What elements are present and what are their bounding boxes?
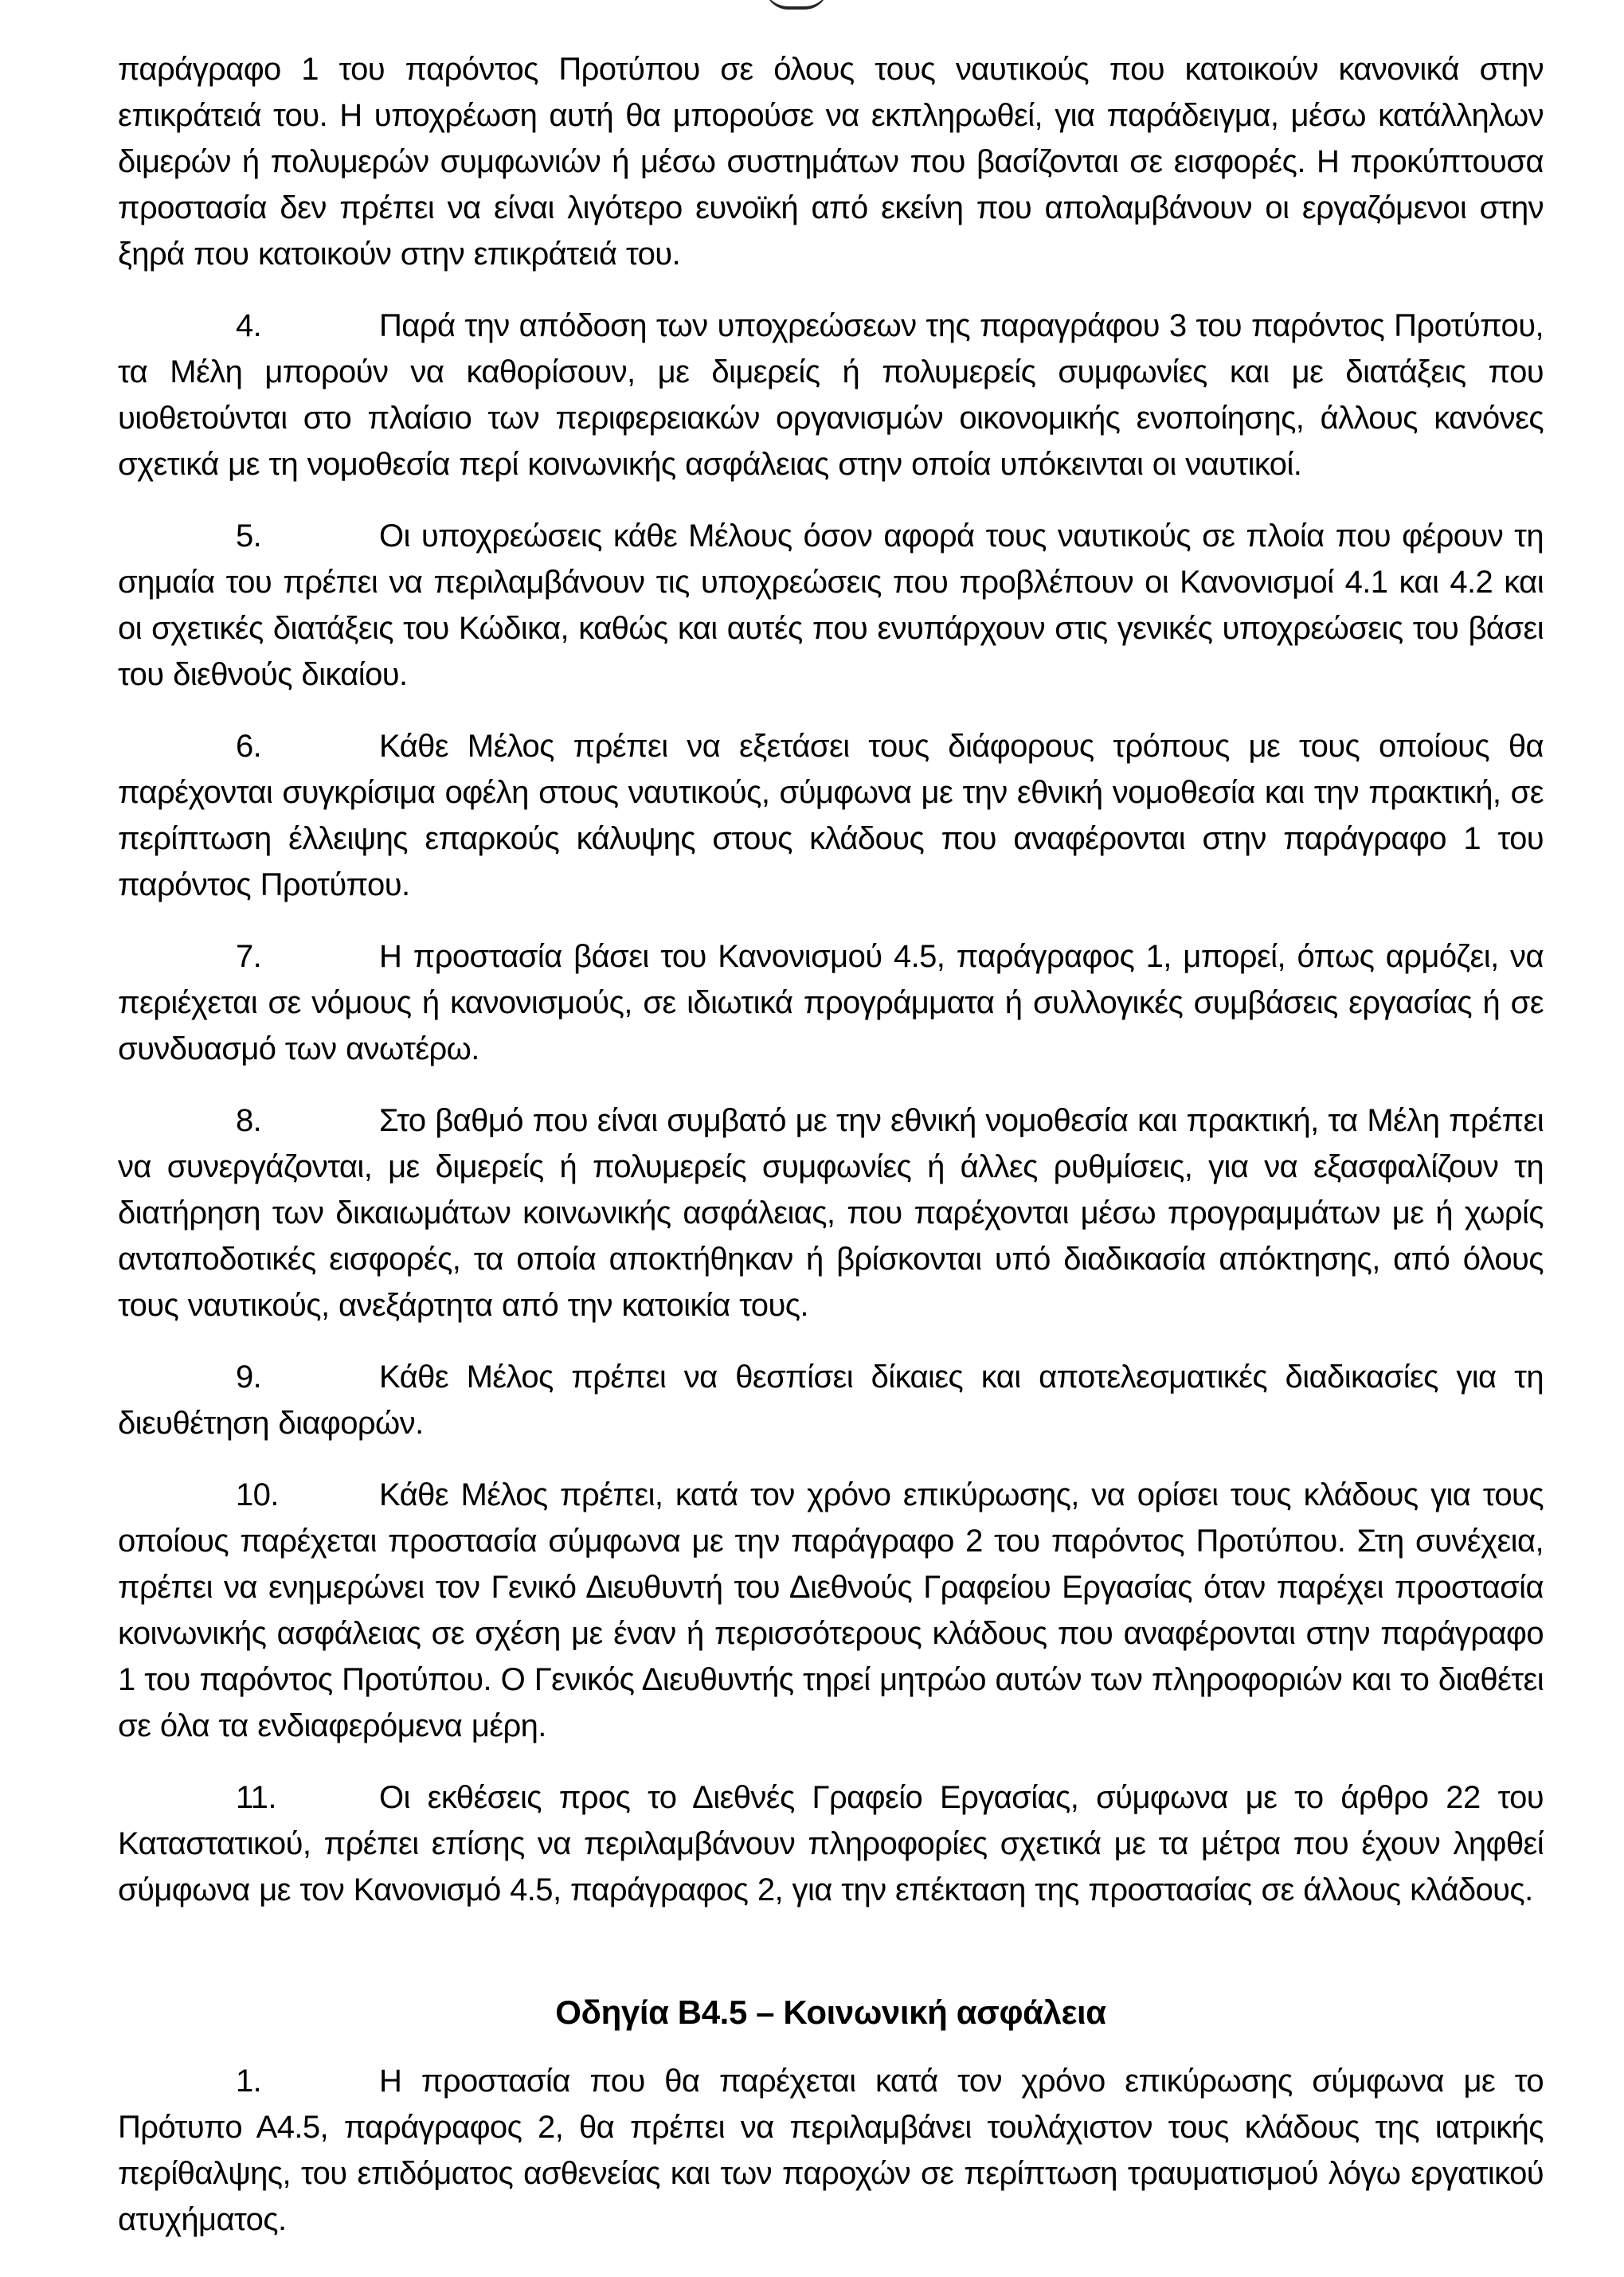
paragraph-7 bbox=[118, 933, 1544, 1072]
paragraph-number: 5. bbox=[236, 518, 262, 554]
paragraph-number: 10. bbox=[236, 1477, 279, 1512]
paragraph-number: 6. bbox=[236, 729, 262, 764]
paragraph-number: 11. bbox=[236, 1780, 276, 1815]
paragraph-text: Η προστασία βάσει του Κανονισμού 4.5, παράγραφος 1, μπορεί, όπως αρμόζει, να περιέχεται σε νόμους ή κανονισμούς, σε ιδιωτικά προγράμματα ή συλλογικές συμβάσεις εργασίας ή σε συνδυασμό των ανωτέρω. bbox=[118, 939, 1544, 1066]
paragraph-number: 1. bbox=[236, 2064, 262, 2099]
intro-paragraph: παράγραφο 1 του παρόντος Προτύπου σε όλους τους ναυτικούς που κατοικούν κανονικά στην επικράτειά του. Η υποχρέωση αυτή θα μπορούσε να εκπληρωθεί, για παράδειγμα, μέσω κατάλληλων διμερών ή πολυμερών συμφωνιών ή μέσω συστημάτων που βασίζονται σε εισφορές. Η προκύπτουσα προστασία δεν πρέπει να είναι λιγότερο ευνοϊκή από εκείνη που απολαμβάνουν οι εργαζόμενοι στην ξηρά που κατοικούν στην επικράτειά του. bbox=[118, 52, 1544, 272]
paragraph-9 bbox=[118, 1354, 1544, 1446]
paragraph-text: Η προστασία που θα παρέχεται κατά τον χρόνο επικύρωσης σύμφωνα με το Πρότυπο Α4.5, παράγραφος 2, θα πρέπει να περιλαμβάνει τουλάχιστον τους κλάδους της ιατρικής περίθαλψης, του επιδόματος ασθενείας και των παροχών σε περίπτωση τραυματισμού λόγω εργατικού ατυχήματος. bbox=[118, 2064, 1544, 2237]
paragraph-text: Κάθε Μέλος πρέπει να εξετάσει τους διάφορους τρόπους με τους οποίους θα παρέχονται συγκρίσιμα οφέλη στους ναυτικούς, σύμφωνα με την εθνική νομοθεσία και την πρακτική, σε περίπτωση έλλειψης επαρκούς κάλυψης στους κλάδους που αναφέρονται στην παράγραφο 1 του παρόντος Προτύπου. bbox=[118, 729, 1544, 902]
document-page bbox=[118, 46, 1544, 2268]
paragraph-8 bbox=[118, 1097, 1544, 1328]
paragraph-number: 9. bbox=[236, 1360, 262, 1395]
paragraph-text: Παρά την απόδοση των υποχρεώσεων της παραγράφου 3 του παρόντος Προτύπου, τα Μέλη μπορούν να καθορίσουν, με διμερείς ή πολυμερείς συμφωνίες και με διατάξεις που υιοθετούνται στο πλαίσιο των περιφερειακών οργανισμών οικονομικής ενοποίησης, άλλους κανόνες σχετικά με τη νομοθεσία περί κοινωνικής ασφάλειας στην οποία υπόκεινται οι ναυτικοί. bbox=[118, 308, 1544, 482]
paragraph-5 bbox=[118, 513, 1544, 698]
paragraph-number: 4. bbox=[236, 308, 262, 343]
paragraph-6 bbox=[118, 723, 1544, 908]
page-top-mark bbox=[765, 0, 828, 10]
paragraph-text: Οι εκθέσεις προς το Διεθνές Γραφείο Εργασίας, σύμφωνα με το άρθρο 22 του Καταστατικού, πρέπει επίσης να περιλαμβάνουν πληροφορίες σχετικά με τα μέτρα που έχουν ληφθεί σύμφωνα με τον Κανονισμό 4.5, παράγραφος 2, για την επέκταση της προστασίας σε άλλους κλάδους. bbox=[118, 1780, 1544, 1907]
paragraph-10 bbox=[118, 1472, 1544, 1749]
guideline-paragraphs bbox=[118, 2058, 1544, 2243]
paragraph-text: Στο βαθμό που είναι συμβατό με την εθνική νομοθεσία και πρακτική, τα Μέλη πρέπει να συνεργάζονται, με διμερείς ή πολυμερείς συμφωνίες ή άλλες ρυθμίσεις, για να εξασφαλίζουν τη διατήρηση των δικαιωμάτων κοινωνικής ασφάλειας, που παρέχονται μέσω προγραμμάτων με ή χωρίς ανταποδοτικές εισφορές, τα οποία αποκτήθηκαν ή βρίσκονται υπό διαδικασία απόκτησης, από όλους τους ναυτικούς, ανεξάρτητα από την κατοικία τους. bbox=[118, 1103, 1544, 1323]
paragraph-text: Κάθε Μέλος πρέπει, κατά τον χρόνο επικύρωσης, να ορίσει τους κλάδους για τους οποίους παρέχεται προστασία σύμφωνα με την παράγραφο 2 του παρόντος Προτύπου. Στη συνέχεια, πρέπει να ενημερώνει τον Γενικό Διευθυντή του Διεθνούς Γραφείου Εργασίας όταν παρέχει προστασία κοινωνικής ασφάλειας σε σχέση με έναν ή περισσότερους κλάδους που αναφέρονται στην παράγραφο 1 του παρόντος Προτύπου. Ο Γενικός Διευθυντής τηρεί μητρώο αυτών των πληροφοριών και το διαθέτει σε όλα τα ενδιαφερόμενα μέρη. bbox=[118, 1477, 1544, 1743]
paragraph-number: 7. bbox=[236, 939, 262, 974]
paragraph-4 bbox=[118, 303, 1544, 487]
guideline-paragraph-1 bbox=[118, 2058, 1544, 2243]
standard-paragraphs bbox=[118, 303, 1544, 1913]
guideline-heading: Οδηγία Β4.5 – Κοινωνική ασφάλεια bbox=[555, 1993, 1106, 2031]
paragraph-number: 8. bbox=[236, 1103, 262, 1138]
paragraph-11 bbox=[118, 1774, 1544, 1913]
paragraph-text: Οι υποχρεώσεις κάθε Μέλους όσον αφορά τους ναυτικούς σε πλοία που φέρουν τη σημαία του πρέπει να περιλαμβάνουν τις υποχρεώσεις που προβλέπουν οι Κανονισμοί 4.1 και 4.2 και οι σχετικές διατάξεις του Κώδικα, καθώς και αυτές που ενυπάρχουν στις γενικές υποχρεώσεις του βάσει του διεθνούς δικαίου. bbox=[118, 518, 1544, 692]
paragraph-text: Κάθε Μέλος πρέπει να θεσπίσει δίκαιες και αποτελεσματικές διαδικασίες για τη διευθέτηση διαφορών. bbox=[118, 1360, 1544, 1441]
